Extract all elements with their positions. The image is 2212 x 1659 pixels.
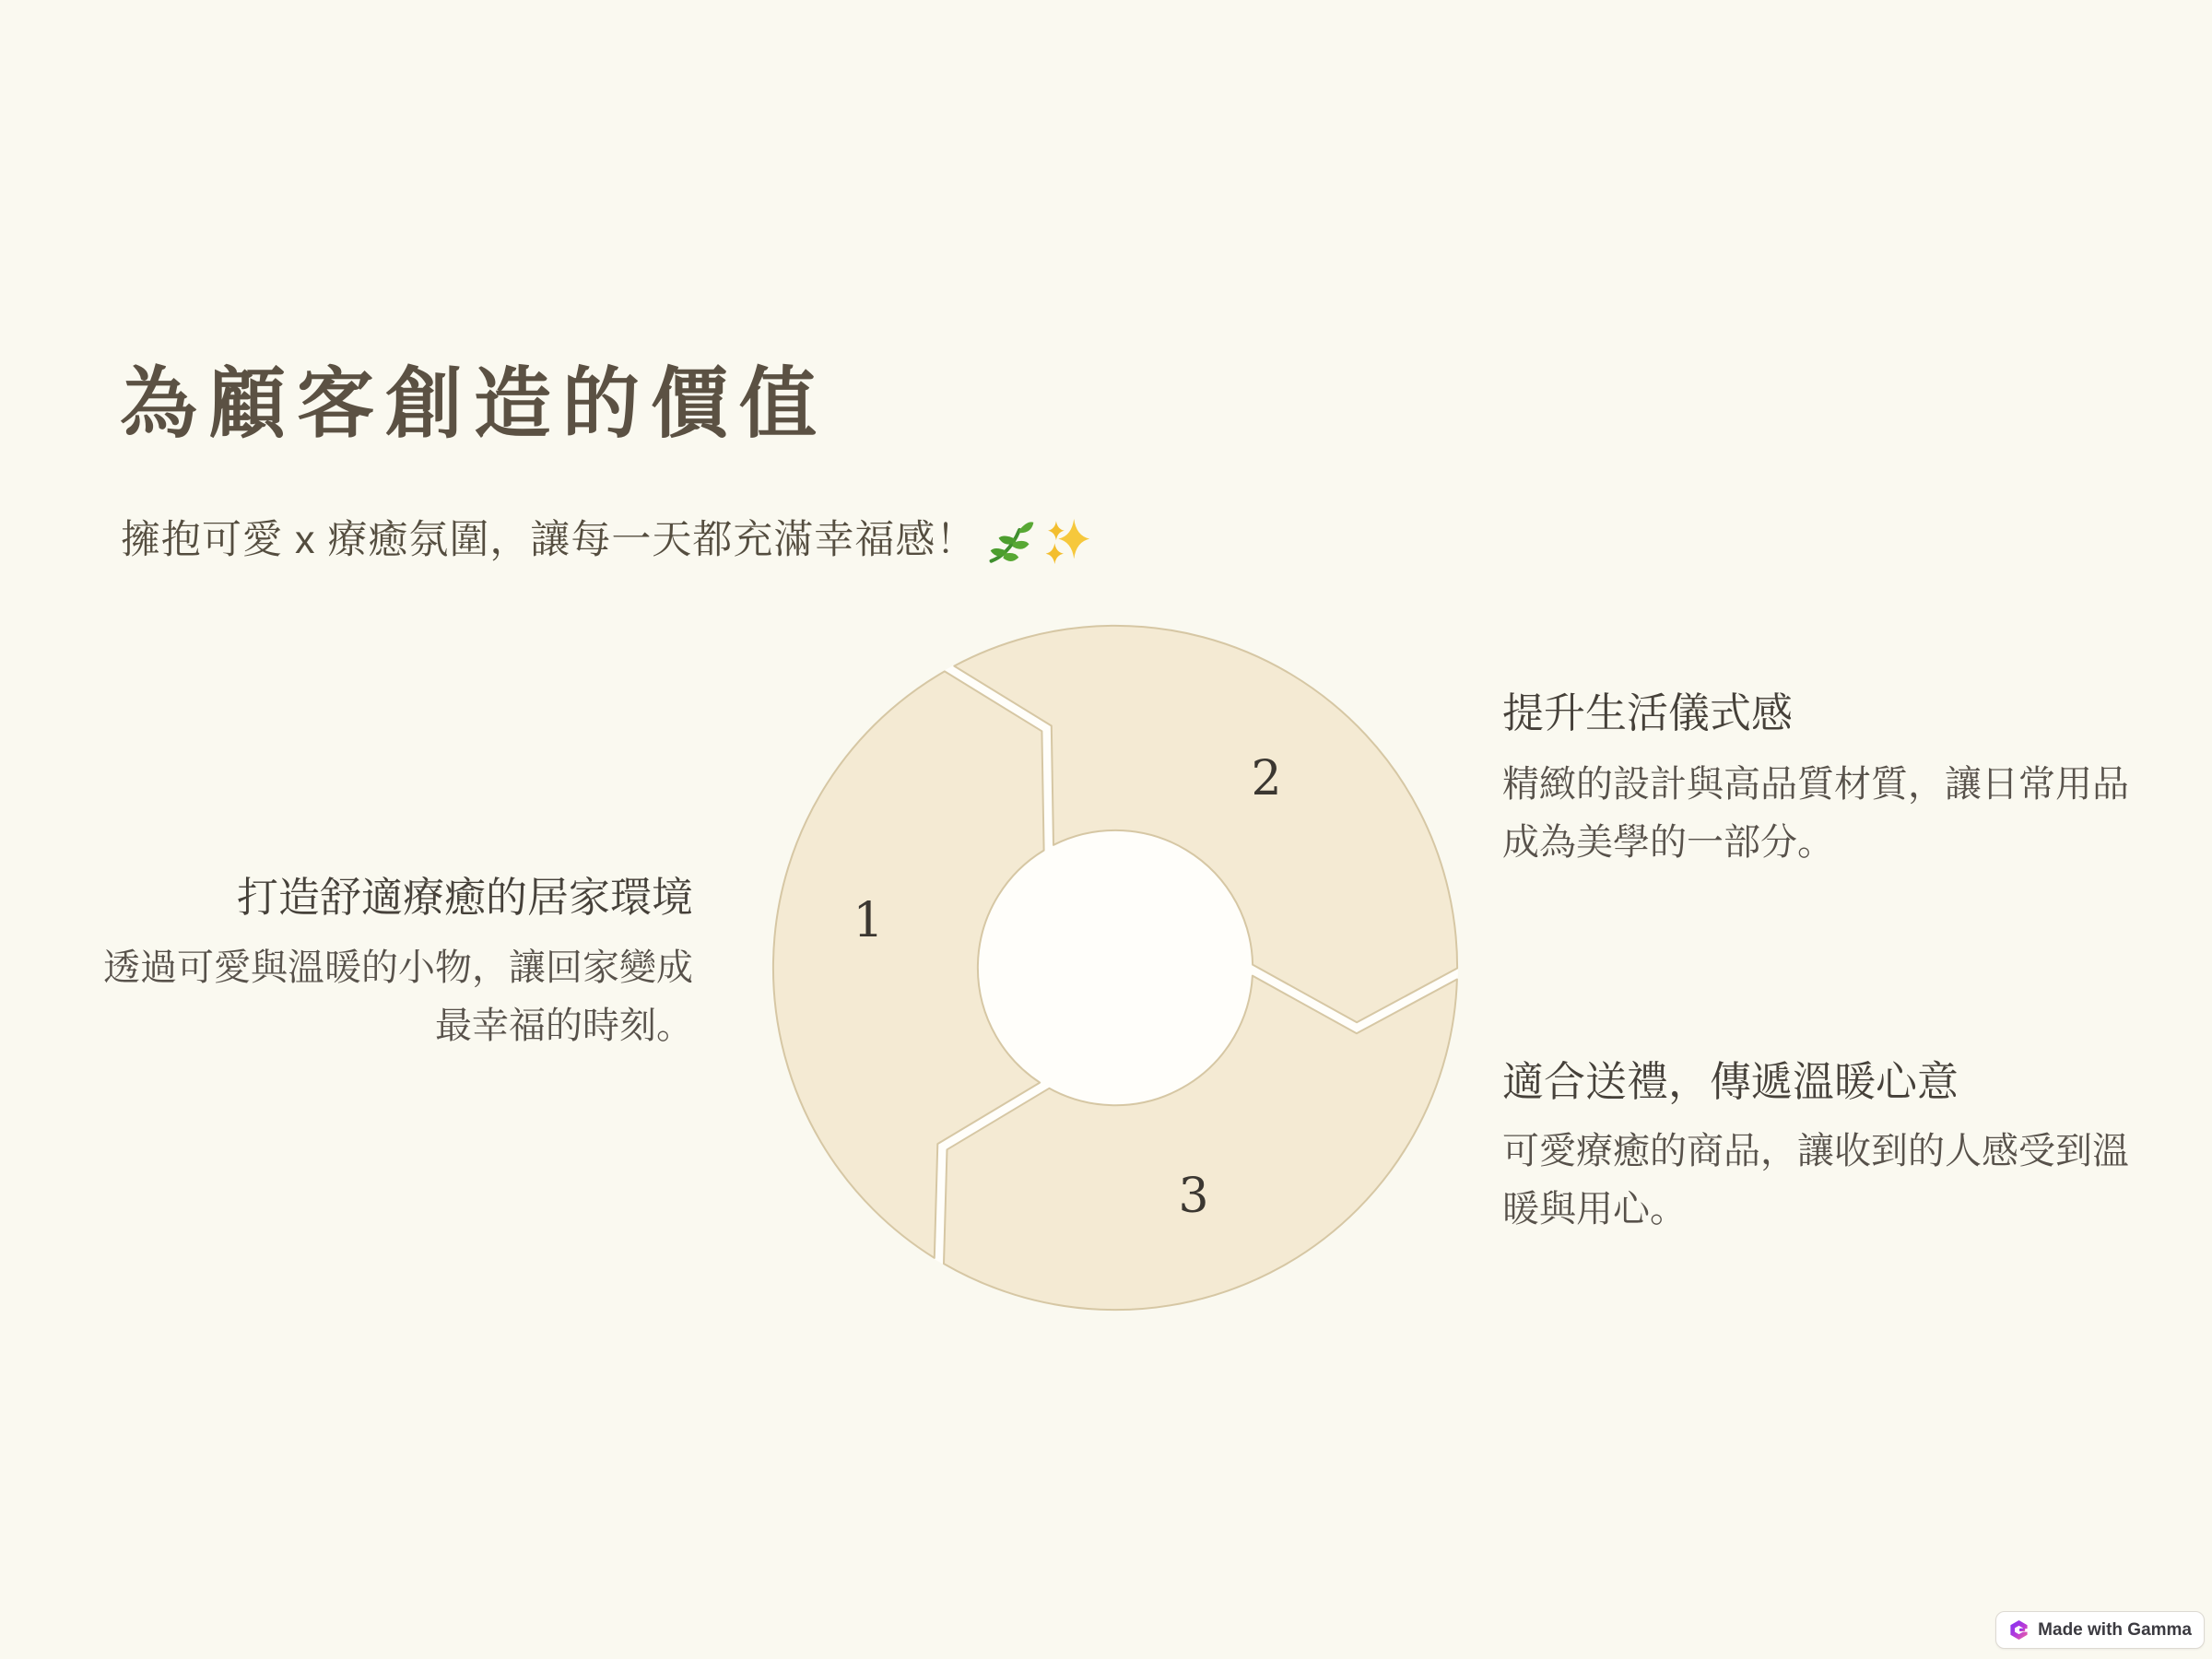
herb-emoji-icon	[982, 514, 1035, 568]
segment-number-2: 2	[1251, 751, 1282, 806]
item-2-description: 精緻的設計與高品質材質，讓日常用品成為美學的一部分。	[1502, 764, 2129, 864]
badge-label: Made with Gamma	[2038, 1619, 2192, 1640]
page-title: 為顧客創造的價值	[120, 360, 829, 447]
item-1-heading: 打造舒適療癒的居家環境	[236, 874, 693, 921]
item-3-description: 可愛療癒的商品，讓收到的人感受到溫暖與用心。	[1502, 1131, 2129, 1230]
item-3-heading: 適合送禮，傳遞溫暖心意	[1502, 1058, 1959, 1105]
cycle-diagram	[770, 622, 1461, 1313]
slide-subtitle	[121, 514, 1094, 568]
segment-number-3: 3	[1178, 1169, 1209, 1224]
subtitle-text: 擁抱可愛 x 療癒氛圍，讓每一天都充滿幸福感！	[121, 518, 977, 563]
made-with-gamma-badge[interactable]	[1995, 1611, 2205, 1649]
gamma-logo-icon	[2008, 1619, 2030, 1641]
item-1-description: 透過可愛與溫暖的小物，讓回家變成最幸福的時刻。	[103, 947, 693, 1047]
sparkles-emoji-icon	[1041, 514, 1094, 568]
item-2-heading: 提升生活儀式感	[1502, 689, 1794, 736]
segment-number-1: 1	[853, 893, 884, 948]
